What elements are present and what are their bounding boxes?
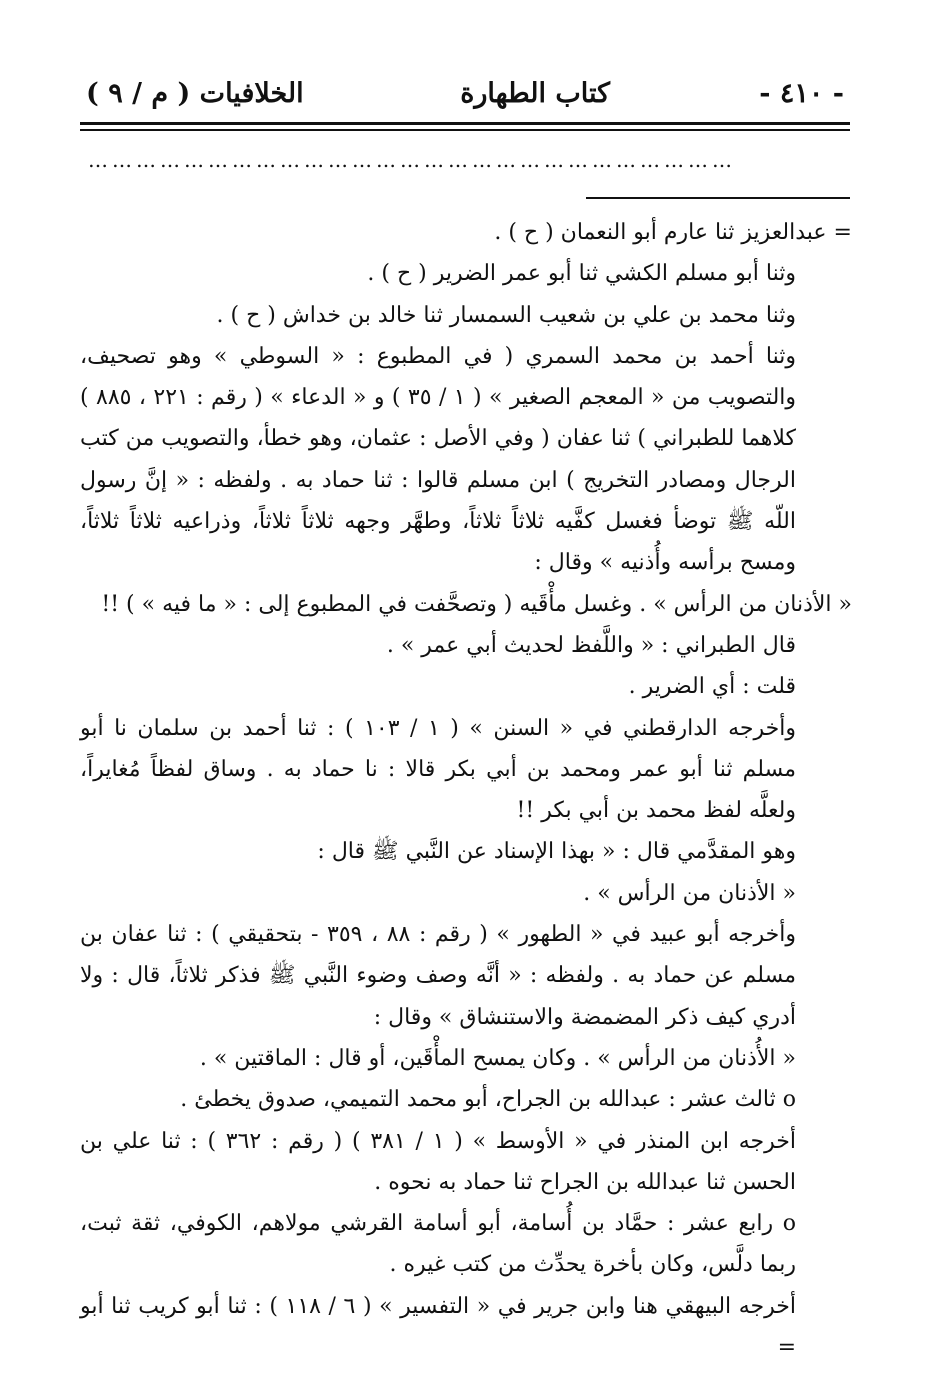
- paragraph: وثنا أحمد بن محمد السمري ( في المطبوع : « السوطي » وهو تصحيف، والتصويب من « المعجم الصغير » ( ١ / ٣٥ ) و « الدعاء » ( رقم : ٢٢١ ، ٨٨٥ ) كلاهما للطبراني ) ثنا عفان ( وفي الأصل : عثمان، وهو خطأ، والتصويب من كتب الرجال ومصادر التخريج ) ابن مسلم قالوا : ثنا حماد به . ولفظه : « إنَّ رسول اللّه ﷺ توضأ فغسل كفَّيه ثلاثاً ثلاثاً، وطهَّر وجهه ثلاثاً ثلاثاً، وذراعيه ثلاثاً ثلاثاً، ومسح برأسه وأُذنيه » وقال :: [80, 343, 797, 576]
- paragraph: « الأذنان من الرأس » . وغسل مأْقَيه ( وتصحَّفت في المطبوع إلى : « ما فيه » ) !!: [101, 591, 852, 617]
- footnote-body: [80, 212, 852, 1368]
- paragraph: = عبدالعزيز ثنا عارم أبو النعمان ( ح ) .: [494, 220, 852, 245]
- series-title: الخلافيات ( م / ٩ ): [86, 78, 304, 109]
- header-rule-thin: [80, 129, 850, 131]
- page-number: - ٤١٠ -: [759, 78, 844, 109]
- book-title: كتاب الطهارة: [460, 78, 610, 109]
- paragraph: أخرجه ابن المنذر في « الأوسط » ( ١ / ٣٨١ ) ( رقم : ٣٦٢ ) : ثنا علي بن الحسن ثنا عبدالله بن الجراح ثنا حماد به نحوه .: [80, 1128, 796, 1195]
- paragraph: o ثالث عشر : عبدالله بن الجراح، أبو محمد التميمي، صدوق يخطئ .: [180, 1087, 796, 1113]
- paragraph: « الأذنان من الرأس » .: [583, 880, 796, 906]
- paragraph: قلت : أي الضرير .: [628, 674, 796, 700]
- page-header: [80, 72, 850, 122]
- paragraph: قال الطبراني : « واللَّفظ لحديث أبي عمر » .: [386, 632, 796, 658]
- separator-dots: ………………………………………………………………………: [88, 148, 736, 172]
- paragraph: وثنا محمد بن علي بن شعيب السمسار ثنا خالد بن خداش ( ح ) .: [216, 302, 796, 328]
- header-rule-thick: [80, 122, 850, 125]
- paragraph: وأخرجه أبو عبيد في « الطهور » ( رقم : ٨٨ ، ٣٥٩ - بتحقيقي ) : ثنا عفان بن مسلم عن حماد به . ولفظه : « أنَّه وصف وضوء النَّبي ﷺ فذكر ثلاثاً، قال : ولا أدري كيف ذكر المضمضة والاستنشاق » وقال :: [80, 922, 796, 1030]
- paragraph: أخرجه البيهقي هنا وابن جرير في « التفسير » ( ٦ / ١١٨ ) : ثنا أبو كريب ثنا أبو =: [80, 1293, 796, 1361]
- footnote-rule: [586, 197, 850, 199]
- paragraph: « الأُذنان من الرأس » . وكان يمسح المأْقَين، أو قال : الماقتين » .: [199, 1045, 796, 1071]
- paragraph: وهو المقدَّمي قال : « بهذا الإسناد عن النَّبي ﷺ قال :: [317, 839, 796, 865]
- paragraph: وأخرجه الدارقطني في « السنن » ( ١ / ١٠٣ ) : ثنا أحمد بن سلمان نا أبو مسلم ثنا أبو عمر ومحمد بن أبي بكر قالا : نا حماد به . وساق لفظاً مُغايراً، ولعلَّه لفظ محمد بن أبي بكر !!: [80, 715, 796, 824]
- paragraph: وثنا أبو مسلم الكشي ثنا أبو عمر الضرير ( ح ) .: [367, 261, 796, 287]
- paragraph: o رابع عشر : حمَّاد بن أُسامة، أبو أسامة القرشي مولاهم، الكوفي، ثقة ثبت، ربما دلَّس، وكان بأخرة يحدِّث من كتب غيره .: [80, 1211, 796, 1278]
